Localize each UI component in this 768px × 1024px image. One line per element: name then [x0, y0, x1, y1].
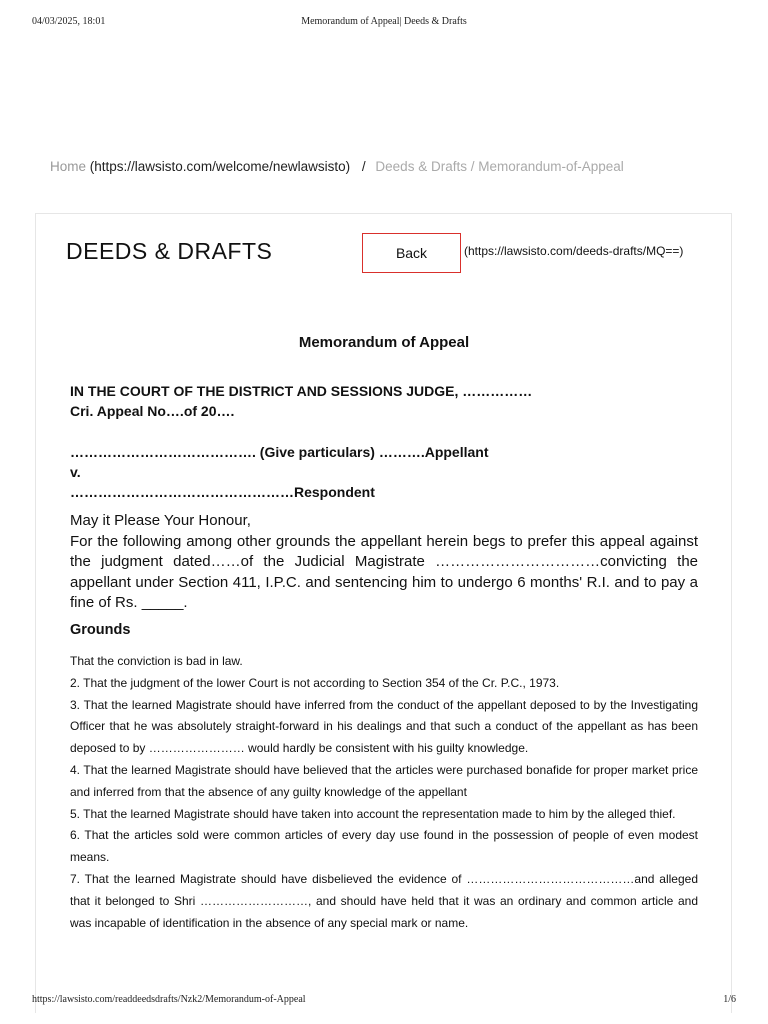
grounds-heading: Grounds [70, 622, 131, 638]
ground-item: 6. That the articles sold were common articles of every day use found in the possession of people of even modest means. [70, 828, 698, 865]
breadcrumb-current[interactable]: Deeds & Drafts / Memorandum-of-Appeal [375, 159, 624, 174]
print-footer-url: https://lawsisto.com/readdeedsdrafts/Nzk2/Memorandum-of-Appeal [32, 994, 306, 1005]
ground-item: 4. That the learned Magistrate should have believed that the articles were purchased bonafide for proper market price and inferred from that the absence of any guilty knowledge of the appellant [70, 762, 698, 799]
breadcrumb [50, 159, 624, 174]
document-title: Memorandum of Appeal [298, 334, 470, 351]
breadcrumb-separator: / [361, 159, 366, 174]
ground-item: 3. That the learned Magistrate should have inferred from the conduct of the appellant deposed to by the Investigating Officer that he was absolutely straight-forward in his dealings and that such a conduct of the appellant as has been deposed to by …………………… would hardly be consistent with his guilty knowledge. [70, 697, 698, 756]
appeal-number: Cri. Appeal No….of 20…. [70, 403, 235, 419]
print-title: Memorandum of Appeal| Deeds & Drafts [301, 16, 467, 27]
respondent-line: …………………………………………Respondent [70, 484, 375, 500]
page-number: 1/6 [723, 994, 736, 1005]
breadcrumb-home-link[interactable]: Home [50, 159, 87, 174]
court-line: IN THE COURT OF THE DISTRICT AND SESSIONS JUDGE, …………… [70, 383, 533, 399]
print-header [32, 16, 736, 30]
ground-item: 5. That the learned Magistrate should have taken into account the representation made to him by the alleged thief. [70, 806, 676, 821]
versus-line: v. [70, 464, 81, 480]
print-datetime: 04/03/2025, 18:01 [32, 16, 106, 27]
salutation: May it Please Your Honour, [70, 512, 251, 529]
grounds-list [70, 651, 698, 934]
ground-item: 7. That the learned Magistrate should have disbelieved the evidence of ……………………………………and alleged that it belonged to Shri ………………………, and should have held that it was an ordinary and common article and was incapable of identification in the absence of any special mark or name. [70, 871, 698, 930]
ground-item: That the conviction is bad in law. [70, 654, 243, 668]
breadcrumb-home-url: (https://lawsisto.com/welcome/newlawsisto) [89, 159, 351, 174]
back-url: (https://lawsisto.com/deeds-drafts/MQ==) [464, 244, 684, 258]
ground-item: 2. That the judgment of the lower Court is not according to Section 354 of the Cr. P.C., 1973. [70, 675, 560, 690]
appeal-intro: For the following among other grounds the appellant herein begs to prefer this appeal against the judgment dated……of the Judicial Magistrate ……………………………convicting the appellant under Section 411, I.P.C. and sentencing him to undergo 6 months' R.I. and to pay a fine of Rs. _____. [70, 533, 698, 611]
page-title: DEEDS & DRAFTS [66, 238, 273, 264]
back-button[interactable]: Back [362, 233, 461, 273]
appellant-line: …………………………………. (Give particulars) ……….Appellant [70, 444, 489, 460]
